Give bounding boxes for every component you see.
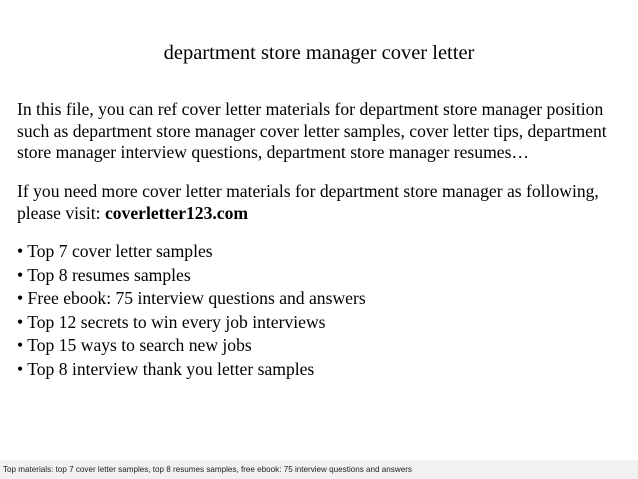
more-info-line-2 [17, 203, 633, 225]
list-item: • Top 8 resumes samples [17, 264, 191, 285]
page-title: department store manager cover letter [163, 42, 475, 64]
list-item: • Top 15 ways to search new jobs [17, 335, 252, 355]
list-item: • Free ebook: 75 interview questions and answers [17, 288, 366, 308]
more-info-paragraph [17, 181, 633, 224]
list-item: • Top 12 secrets to win every job interviews [17, 311, 326, 332]
intro-paragraph [17, 99, 633, 164]
intro-line-1: In this file, you can ref cover letter materials for department store manager position [17, 99, 604, 119]
website-link[interactable]: coverletter123.com [104, 202, 249, 223]
intro-line-2: such as department store manager cover letter samples, cover letter tips, department [17, 120, 607, 141]
materials-list [17, 240, 366, 381]
more-info-line-1: If you need more cover letter materials for department store manager as following, [17, 181, 599, 201]
intro-line-3: store manager interview questions, department store manager resumes… [17, 142, 530, 162]
footer-bar: Top materials: top 7 cover letter samples, top 8 resumes samples, free ebook: 75 interview questions and answers [0, 460, 638, 479]
list-item: • Top 7 cover letter samples [17, 241, 213, 261]
list-item: • Top 8 interview thank you letter samples [17, 358, 315, 379]
visit-prefix: please visit: [17, 202, 105, 223]
